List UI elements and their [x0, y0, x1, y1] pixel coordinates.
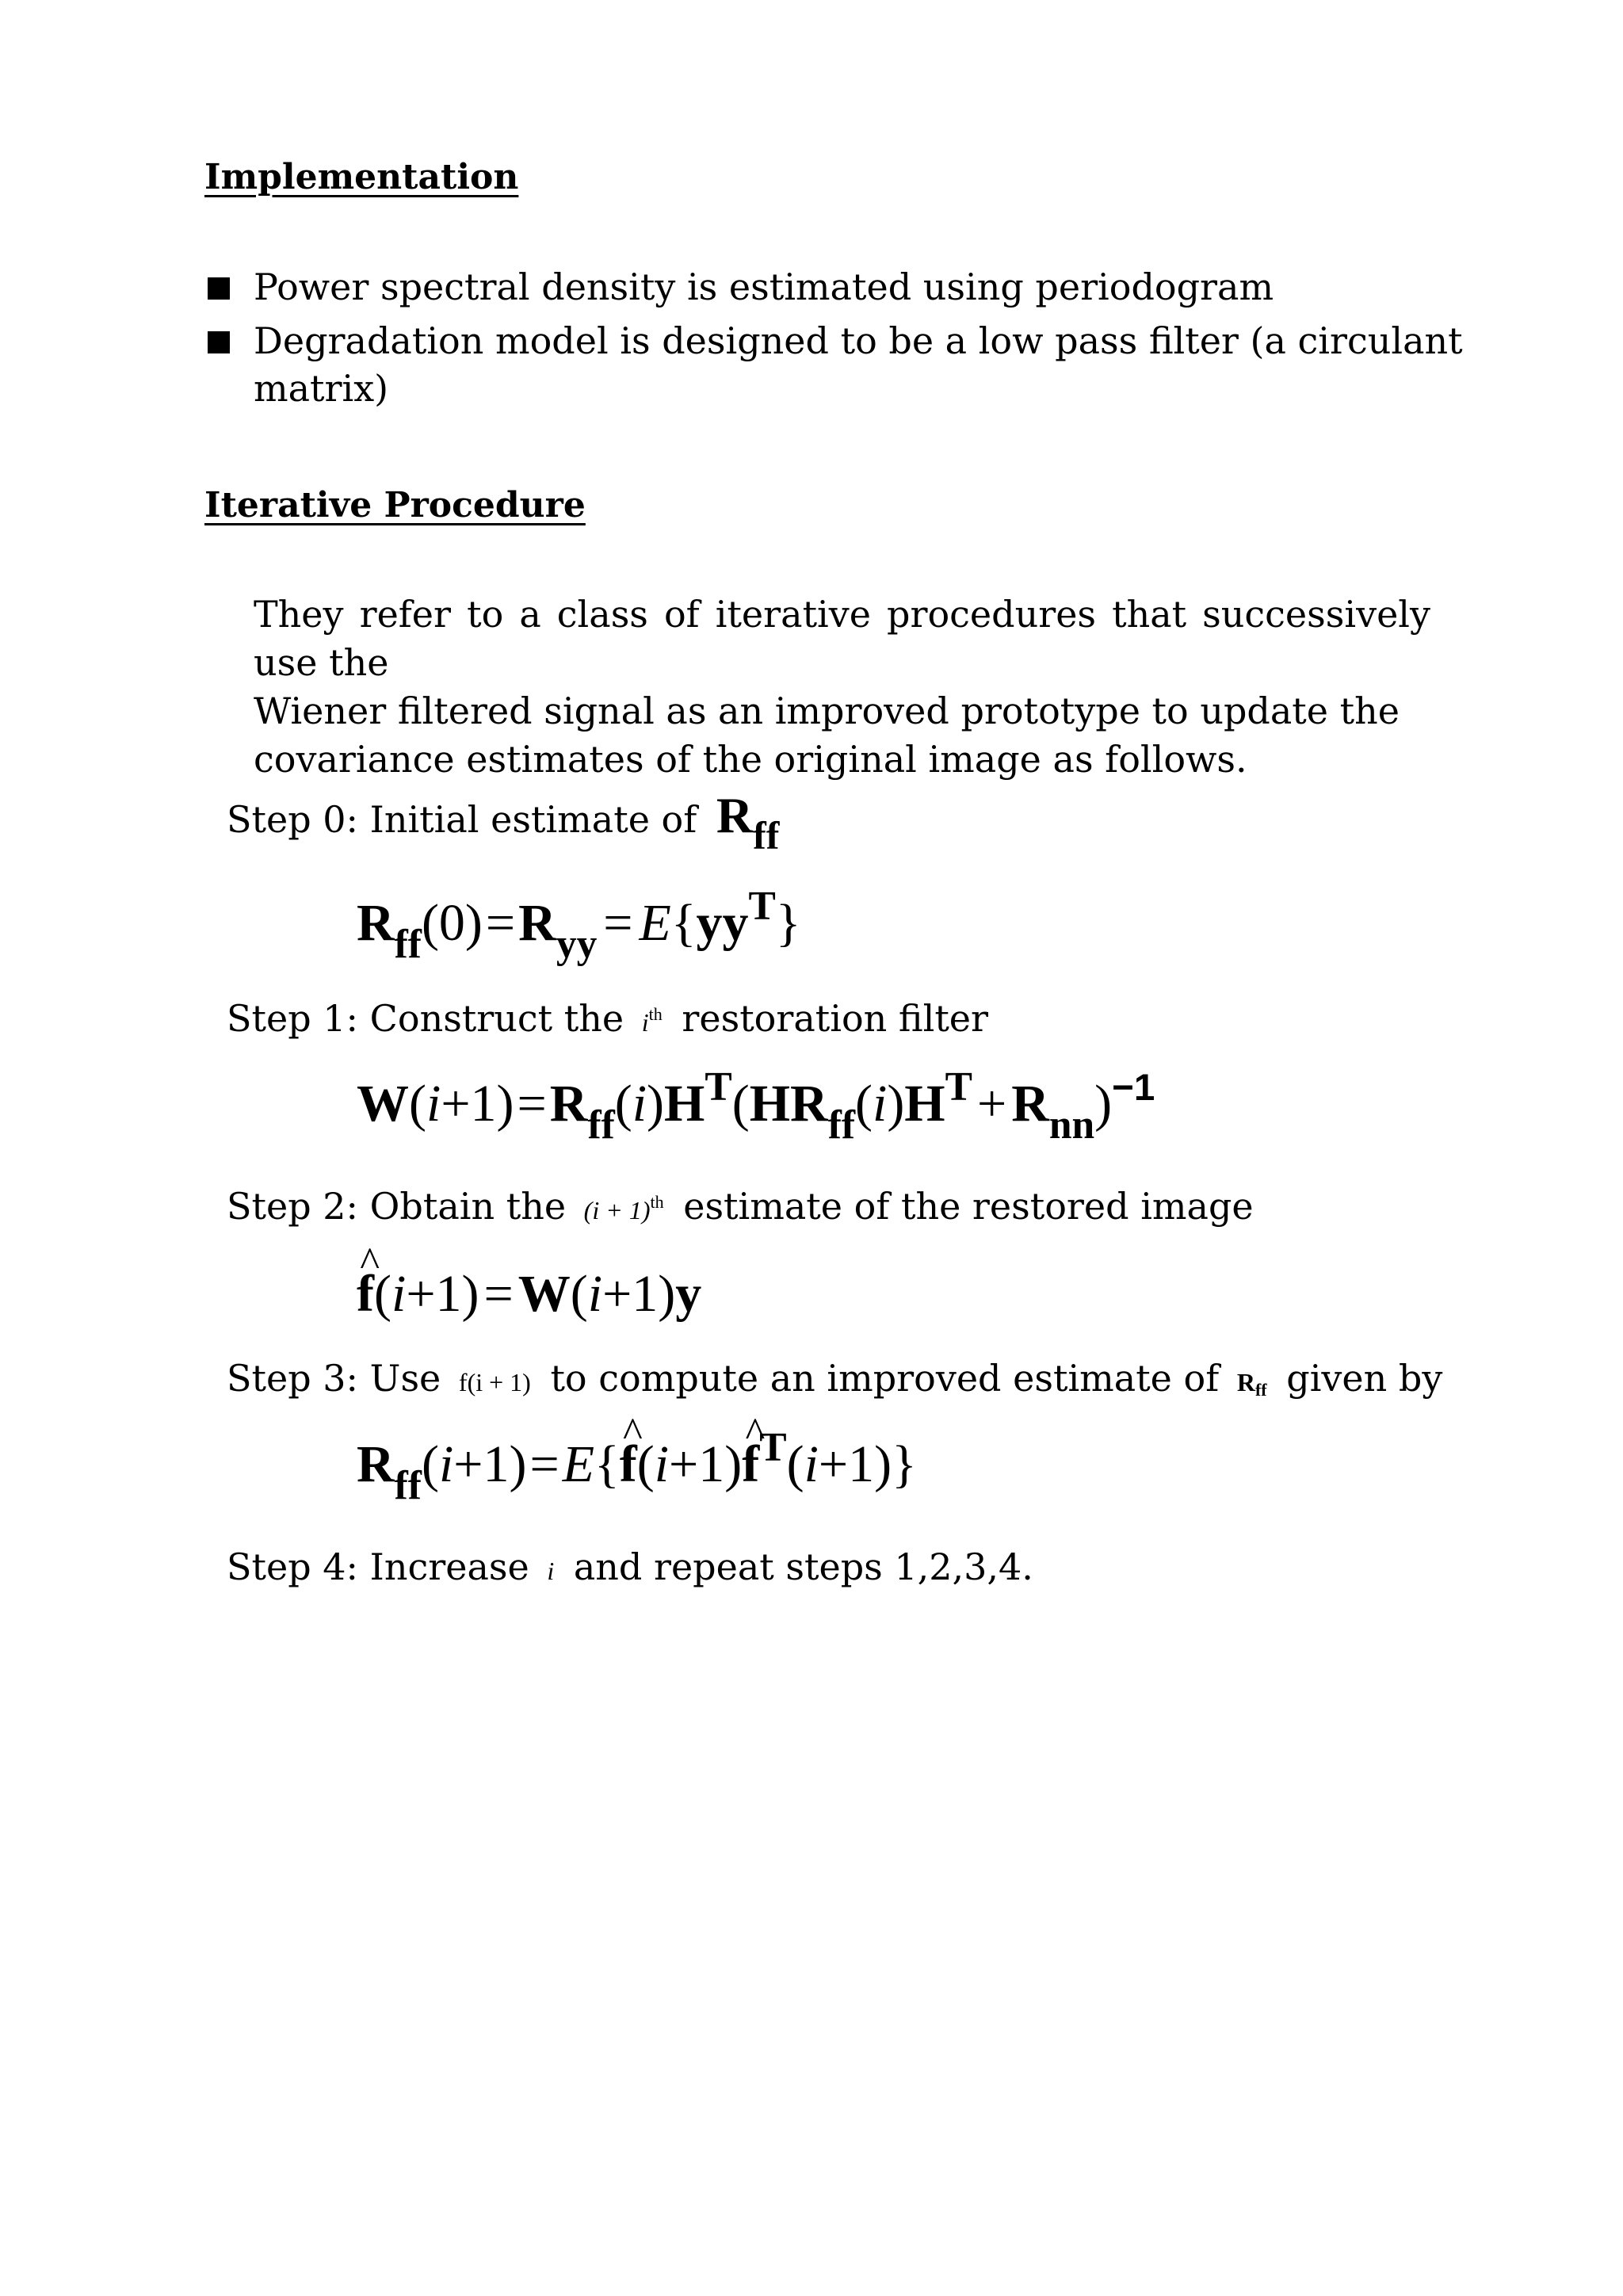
step-2-prefix: Step 2: Obtain the	[227, 1185, 567, 1228]
bullet-text: matrix)	[254, 367, 389, 410]
step-3-prefix: Step 3: Use	[227, 1357, 441, 1400]
equation-0: $R_{ff}(0)=R_{yy} = E\{yy^T\}$	[357, 884, 801, 967]
r-ff-symbol: $R_{ff}$	[716, 787, 780, 858]
step-1-var: i	[641, 1008, 649, 1037]
step-4-prefix: Step 4: Increase	[227, 1545, 529, 1588]
step-3-middle: to compute an improved estimate of	[550, 1357, 1220, 1400]
step-1-sup: th	[648, 1004, 663, 1024]
bullet-text: Power spectral density is estimated using periodogram	[254, 266, 1274, 308]
step-2-expr: (i + 1)	[583, 1196, 651, 1224]
bullet-text: Degradation model is designed to be a low pass filter (a circulant	[254, 319, 1463, 362]
step-2-suffix: estimate of the restored image	[683, 1185, 1254, 1228]
equation-3: $R_{ff}(i+1)=E\{\^{}$ f(i+1)^ $f^T(i+1)$}	[357, 1438, 917, 1491]
list-item-continuation	[204, 365, 1433, 412]
equation-1: $W(i+1)=R_{ff}(i)H^T(HR_{ff}(i)H^T+R_{nn})^{-1}$	[357, 1064, 1155, 1148]
step-3-suffix: given by	[1286, 1357, 1443, 1400]
step-3	[227, 1357, 1442, 1400]
step-3-expr: f(i + 1)	[458, 1368, 531, 1396]
step-4	[227, 1545, 1033, 1588]
step-1-suffix: restoration filter	[682, 997, 989, 1040]
square-bullet-icon	[208, 331, 230, 353]
paragraph-line: covariance estimates of the original image as follows.	[254, 738, 1247, 781]
implementation-heading: Implementation	[204, 157, 519, 197]
bullet-list	[204, 263, 1463, 412]
step-2-sup: th	[650, 1192, 664, 1212]
step-2	[227, 1185, 1254, 1228]
step-4-suffix: and repeat steps 1,2,3,4.	[573, 1545, 1033, 1588]
description-paragraph	[254, 590, 1430, 784]
step-1-prefix: Step 1: Construct the	[227, 997, 624, 1040]
r-ff-inline-symbol: Rff	[1236, 1368, 1267, 1400]
paragraph-line: They refer to a class of iterative procedures that successively use the	[254, 593, 1430, 684]
step-0	[227, 786, 780, 858]
paragraph-line: Wiener filtered signal as an improved prototype to update the	[254, 690, 1400, 732]
square-bullet-icon	[208, 277, 230, 300]
step-4-var: i	[547, 1557, 555, 1585]
list-item	[204, 317, 1463, 365]
equation-2: ^ f(i+1)=W(i+1)y	[357, 1268, 701, 1320]
step-0-text: Step 0: Initial estimate of	[227, 798, 697, 841]
list-item	[204, 263, 1433, 311]
step-1	[227, 997, 988, 1040]
iterative-procedure-heading: Iterative Procedure	[204, 485, 586, 525]
